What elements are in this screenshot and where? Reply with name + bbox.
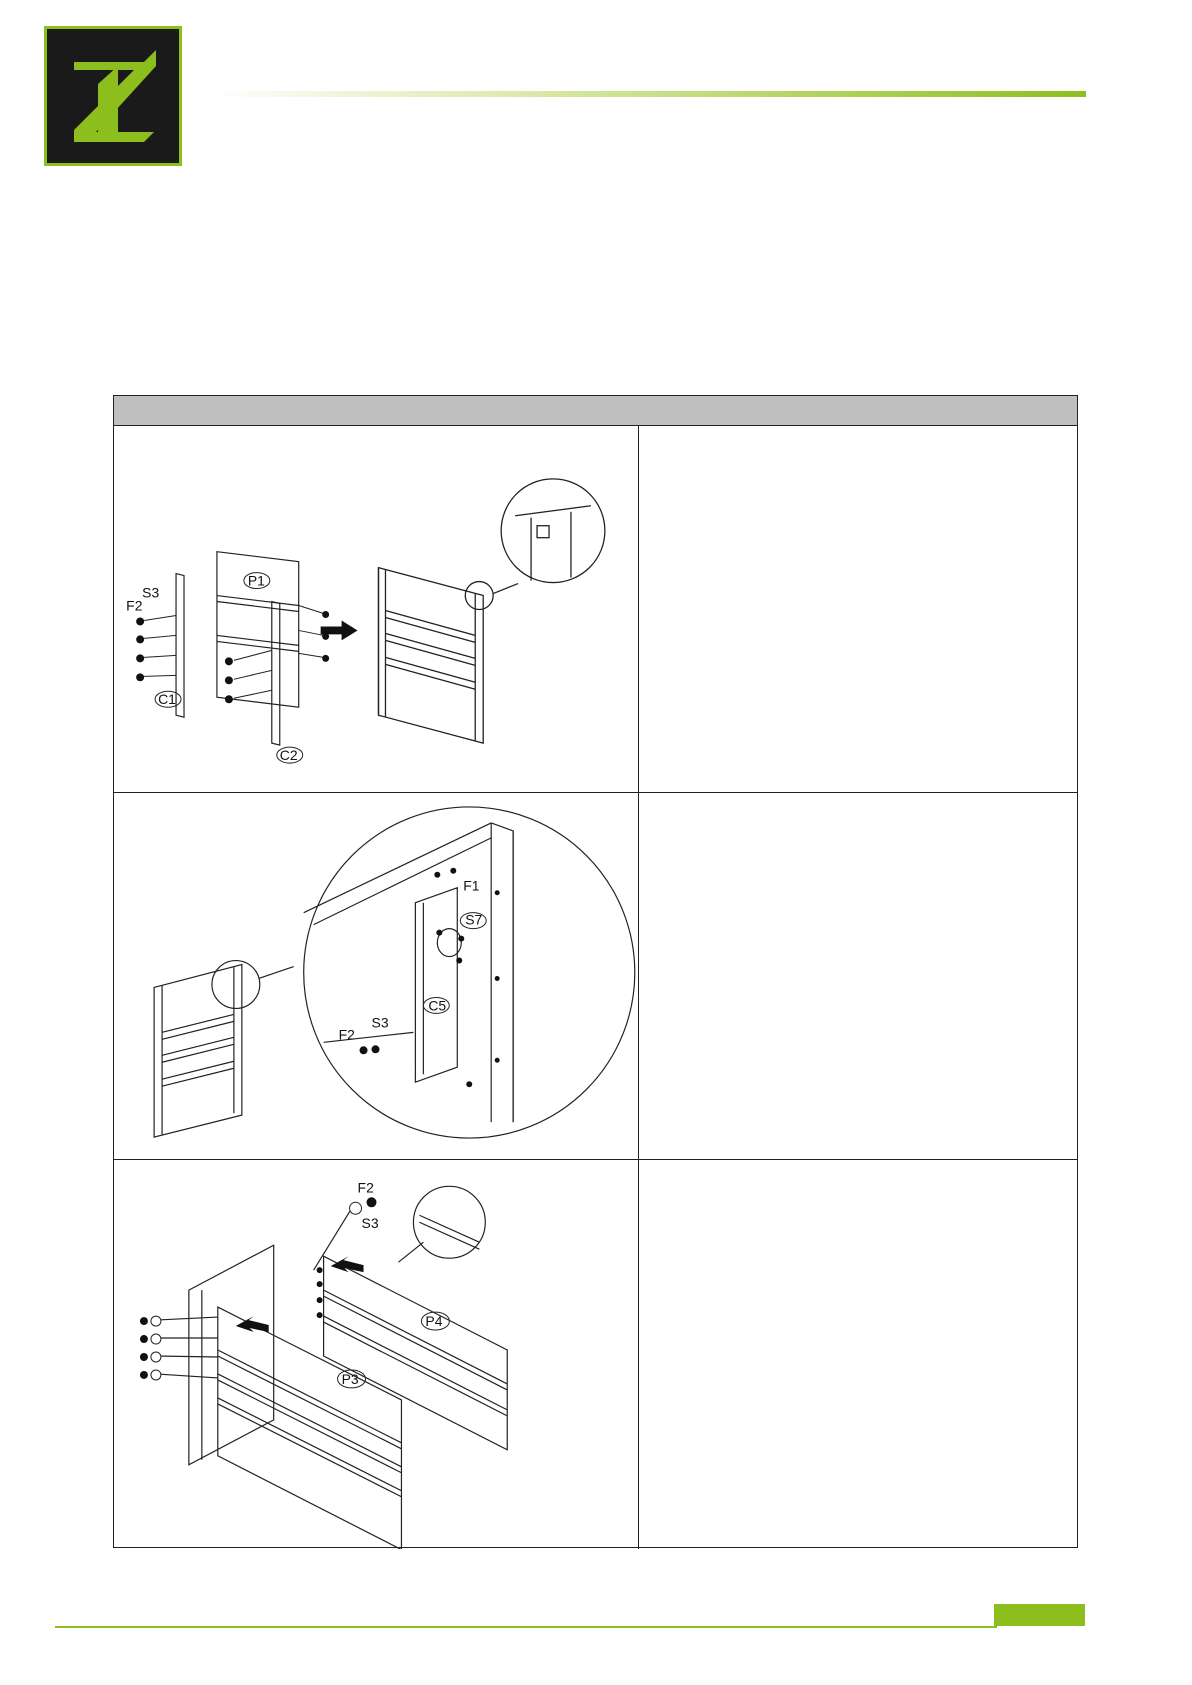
step-3-text: [639, 1160, 1077, 1549]
step-2-text: [639, 793, 1077, 1159]
label-c1: C1: [158, 691, 176, 708]
label-s3: S3: [142, 584, 160, 601]
label-f1: F1: [463, 877, 480, 894]
label-f2: F2: [338, 1026, 355, 1043]
header-accent-line: [210, 91, 1086, 97]
label-s7: S7: [465, 911, 483, 928]
label-c5: C5: [428, 997, 447, 1014]
label-f2: F2: [126, 597, 143, 614]
step-row-1: [114, 426, 1077, 793]
step-row-3: [114, 1160, 1077, 1549]
table-header-bar: [114, 396, 1077, 426]
label-s3: S3: [361, 1215, 379, 1232]
assembly-instructions-table: [113, 395, 1078, 1548]
label-f2: F2: [357, 1179, 374, 1196]
bracket-detail-diagram: [114, 793, 638, 1159]
step-row-2: [114, 793, 1077, 1160]
panel-assembly-diagram: [114, 426, 638, 792]
label-p1: P1: [247, 572, 265, 589]
label-c2: C2: [279, 747, 298, 764]
label-s3: S3: [371, 1014, 389, 1031]
side-panel-assembly-diagram: [114, 1160, 638, 1549]
step-1-illustration: [114, 426, 639, 792]
label-p4: P4: [425, 1313, 443, 1330]
label-p3: P3: [341, 1370, 359, 1387]
step-3-illustration: [114, 1160, 639, 1549]
footer-accent-line: [55, 1626, 997, 1628]
step-2-illustration: [114, 793, 639, 1159]
step-1-text: [639, 426, 1077, 792]
brand-logo: [44, 26, 182, 166]
zipper-z-logo-icon: [44, 26, 182, 166]
page-number-tab: [994, 1604, 1085, 1626]
